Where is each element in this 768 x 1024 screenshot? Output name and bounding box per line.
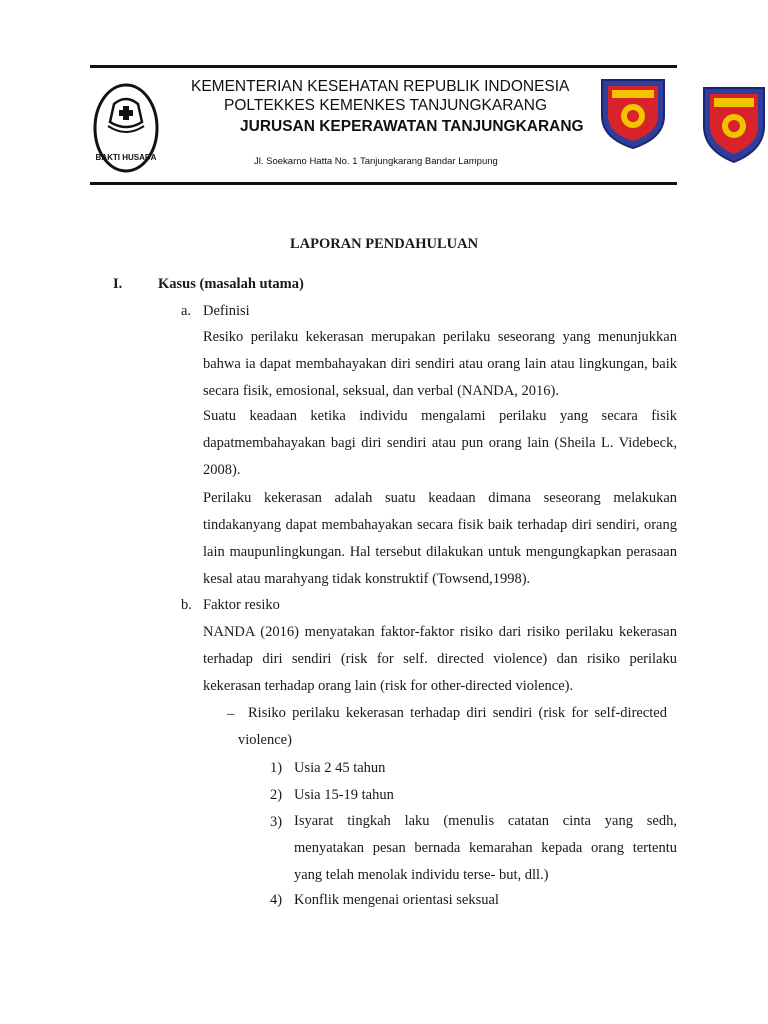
list-item: Konflik mengenai orientasi seksual [294, 892, 499, 908]
paragraph-definisi-3: Perilaku kekerasan adalah suatu keadaan dimana seseorang melakukan tindakanyang dapat membahayakan secara fisik baik terhadap diri sendiri, orang lain maupunlingkungan. Hal tersebut dilakukan untuk mengungkapkan perasaan kesal atau marahyang tidak konstruktif (Towsend,1998). [203, 490, 677, 587]
list-item: Isyarat tingkah laku (menulis catatan cinta yang sedh, menyatakan pesan bernada kemarahan kepada orang tertentu yang telah menolak individu terse- but, dll.) [294, 813, 677, 883]
header-top-rule [90, 65, 677, 68]
item-number: 4) [270, 892, 283, 908]
paragraph-faktor-resiko: NANDA (2016) menyatakan faktor-faktor risiko dari risiko perilaku kekerasan terhadap diri sendiri (risk for self. directed violence) dan risiko perilaku kekerasan terhadap orang lain (risk for other-directed violence). [203, 624, 677, 694]
section-number: I. [113, 276, 123, 292]
subheading-definisi: Definisi [203, 303, 250, 319]
item-number: 2) [270, 787, 283, 803]
header-bottom-rule [90, 182, 677, 185]
header-poltekkes: POLTEKKES KEMENKES TANJUNGKARANG [224, 97, 547, 114]
header-address: Jl. Soekarno Hatta No. 1 Tanjungkarang Bandar Lampung [254, 156, 498, 167]
section-heading: Kasus (masalah utama) [158, 276, 304, 292]
bullet-self-directed: Risiko perilaku kekerasan terhadap diri sendiri (risk for self-directed violence) [238, 705, 667, 748]
item-number: 3) [270, 814, 283, 830]
bullet-dash: – [227, 706, 235, 722]
document-title: LAPORAN PENDAHULUAN [289, 236, 479, 252]
subheading-faktor-resiko: Faktor resiko [203, 597, 280, 613]
item-number: 1) [270, 760, 283, 776]
list-item: Usia 15-19 tahun [294, 787, 394, 803]
shield-logo-icon [700, 84, 768, 164]
list-marker-a: a. [181, 303, 192, 319]
paragraph-definisi-2: Suatu keadaan ketika individu mengalami perilaku yang secara fisik dapatmembahayakan bagi diri sendiri atau pun orang lain (Sheila L. Videbeck, 2008). [203, 408, 677, 478]
shield-logo-icon [598, 76, 668, 150]
header-ministry: KEMENTERIAN KESEHATAN REPUBLIK INDONESIA [191, 78, 570, 95]
seal-text: BAKTI HUSADA [95, 153, 157, 162]
bakti-husada-seal-icon [92, 82, 160, 174]
list-item: Usia 2 45 tahun [294, 760, 386, 776]
paragraph-definisi-1: Resiko perilaku kekerasan merupakan perilaku seseorang yang menunjukkan bahwa ia dapat membahayakan diri sendiri atau orang lain atau lingkungan, baik secara fisik, emosional, seksual, dan verbal (NANDA, 2016). [203, 329, 677, 399]
header-department: JURUSAN KEPERAWATAN TANJUNGKARANG [240, 118, 584, 135]
list-marker-b: b. [181, 597, 192, 613]
